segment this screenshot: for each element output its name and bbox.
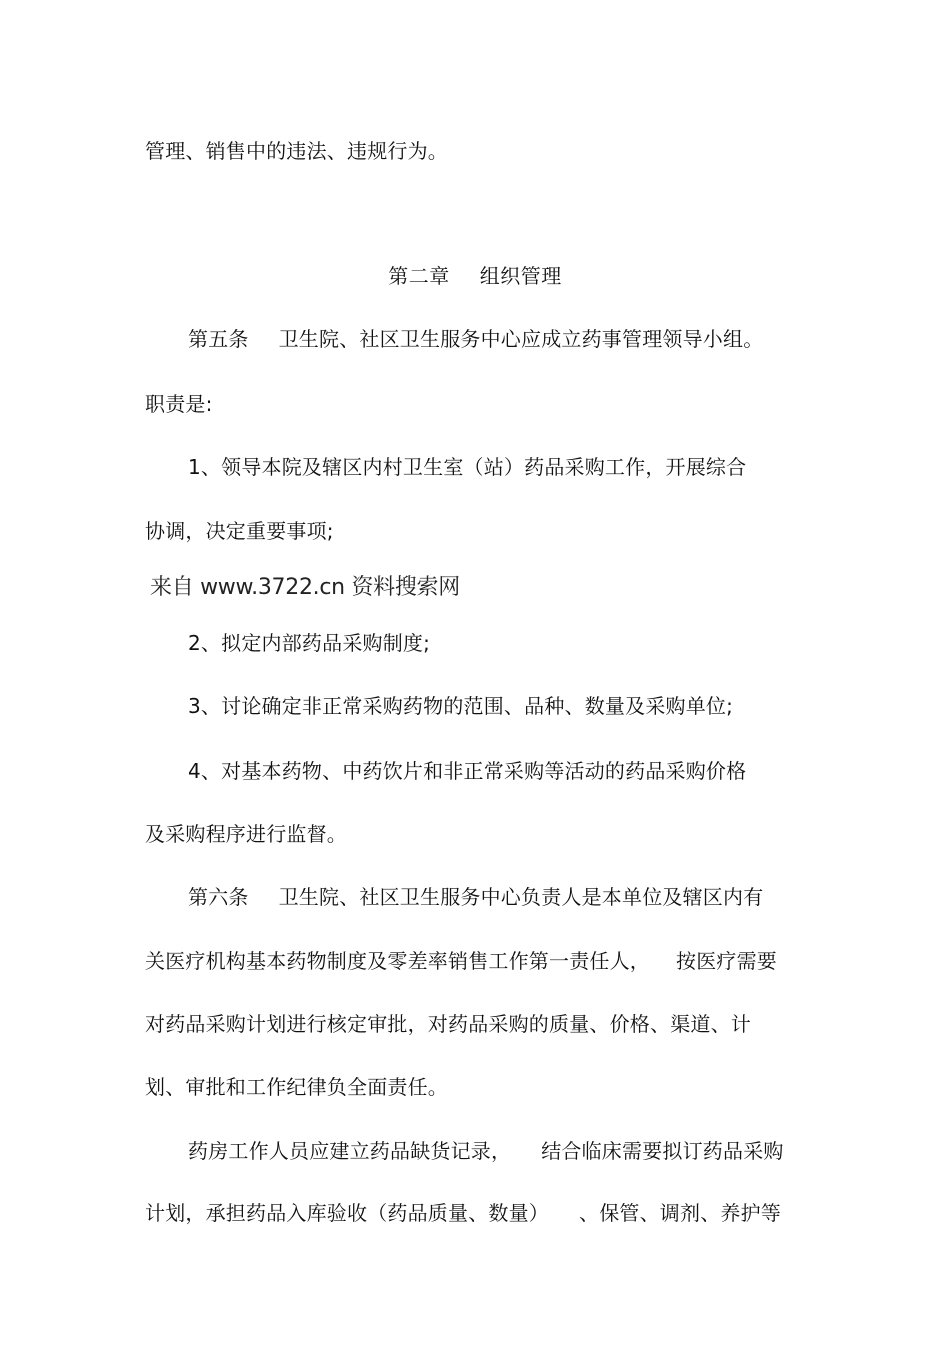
text: 4、对基本药物、中药饮片和非正常采购等活动的药品采购价格 bbox=[188, 759, 747, 783]
article-text: 卫生院、社区卫生服务中心应成立药事管理领导小组。 bbox=[278, 327, 764, 351]
text: 、保管、调剂、养护等 bbox=[579, 1201, 781, 1225]
list-item-1 bbox=[188, 453, 746, 481]
text-line bbox=[145, 1199, 781, 1227]
text: 按医疗需要 bbox=[676, 949, 777, 973]
text: 划、审批和工作纪律负全面责任。 bbox=[145, 1075, 448, 1099]
text-line bbox=[145, 390, 213, 418]
article-6-line bbox=[188, 883, 763, 911]
article-number: 第六条 bbox=[188, 885, 249, 909]
text: 管理、销售中的违法、违规行为。 bbox=[145, 139, 448, 163]
text: 及采购程序进行监督。 bbox=[145, 822, 347, 846]
text-line bbox=[145, 137, 448, 165]
watermark-text: 来自 www.3722.cn 资料搜索网 bbox=[150, 575, 460, 600]
chapter-number: 第二章 bbox=[388, 264, 450, 288]
watermark bbox=[150, 573, 460, 603]
text: 3、讨论确定非正常采购药物的范围、品种、数量及采购单位; bbox=[188, 694, 734, 718]
list-item-3 bbox=[188, 692, 733, 720]
text-line bbox=[145, 1073, 448, 1101]
article-text: 卫生院、社区卫生服务中心负责人是本单位及辖区内有 bbox=[278, 885, 764, 909]
article-number: 第五条 bbox=[188, 327, 249, 351]
text-line bbox=[145, 517, 334, 545]
chapter-heading bbox=[0, 262, 950, 290]
text-line bbox=[188, 1137, 784, 1165]
text: 1、领导本院及辖区内村卫生室（站）药品采购工作，开展综合 bbox=[188, 455, 747, 479]
text-line bbox=[145, 1010, 751, 1038]
text: 计划，承担药品入库验收（药品质量、数量） bbox=[145, 1201, 549, 1225]
list-item-4 bbox=[188, 757, 746, 785]
article-5-line bbox=[188, 325, 763, 353]
text: 协调，决定重要事项; bbox=[145, 519, 334, 543]
text: 对药品采购计划进行核定审批，对药品采购的质量、价格、渠道、计 bbox=[145, 1012, 751, 1036]
text-line bbox=[145, 947, 777, 975]
list-item-2 bbox=[188, 629, 430, 657]
text: 结合临床需要拟订药品采购 bbox=[541, 1139, 784, 1163]
text: 2、拟定内部药品采购制度; bbox=[188, 631, 431, 655]
text-line bbox=[145, 820, 347, 848]
text: 关医疗机构基本药物制度及零差率销售工作第一责任人， bbox=[145, 949, 650, 973]
chapter-title: 组织管理 bbox=[479, 264, 562, 288]
text: 药房工作人员应建立药品缺货记录， bbox=[188, 1139, 512, 1163]
text: 职责是: bbox=[145, 392, 213, 416]
